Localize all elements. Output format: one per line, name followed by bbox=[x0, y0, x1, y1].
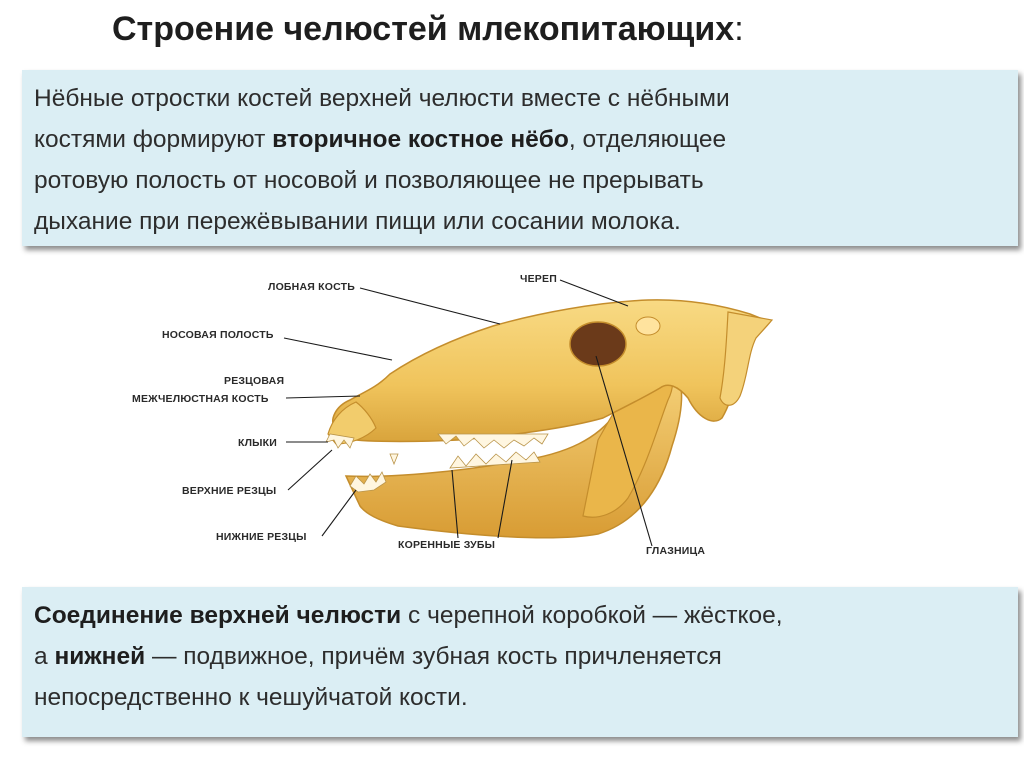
label-incisive-1: РЕЗЦОВАЯ bbox=[224, 375, 285, 387]
jaw-line-2 bbox=[34, 636, 1006, 677]
skull-diagram bbox=[128, 258, 796, 570]
label-lower-incisors: НИЖНИЕ РЕЗЦЫ bbox=[216, 531, 307, 543]
orbit-rim bbox=[636, 317, 660, 335]
jaw-line-3: непосредственно к чешуйчатой кости. bbox=[34, 684, 468, 711]
palate-info-box bbox=[22, 70, 1018, 246]
upper-molars bbox=[438, 434, 548, 448]
leader-lower-incisors bbox=[322, 490, 356, 536]
skull-illustration bbox=[128, 258, 796, 570]
label-molars: КОРЕННЫЕ ЗУБЫ bbox=[398, 539, 496, 551]
label-frontal-bone: ЛОБНАЯ КОСТЬ bbox=[268, 281, 355, 293]
palate-line-1: Нёбные отростки костей верхней челюсти вместе с нёбными bbox=[34, 85, 730, 112]
label-orbit: ГЛАЗНИЦА bbox=[646, 545, 706, 557]
skull-shape bbox=[333, 300, 770, 442]
jaw-line-2-start: а bbox=[34, 643, 55, 670]
jaw-connection-box bbox=[22, 587, 1018, 737]
title-colon: : bbox=[734, 10, 744, 48]
secondary-palate-term: вторичное костное нёбо bbox=[272, 126, 569, 153]
canine-shape bbox=[390, 454, 398, 464]
palate-line-2-end: , отделяющее bbox=[568, 126, 727, 153]
palate-line-2-start: костями формируют bbox=[34, 126, 273, 153]
palate-line-2 bbox=[34, 119, 1006, 160]
orbit-shape bbox=[570, 322, 626, 366]
leader-upper-incisors bbox=[288, 450, 332, 490]
leader-skull bbox=[560, 280, 628, 306]
palate-line-4: дыхание при пережёвывании пищи или сосании молока. bbox=[34, 208, 681, 235]
skull-crest bbox=[720, 312, 772, 405]
title-text: Строение челюстей млекопитающих bbox=[112, 10, 735, 48]
leader-frontal-bone bbox=[360, 288, 500, 324]
label-skull: ЧЕРЕП bbox=[520, 273, 557, 285]
leader-incisive bbox=[286, 396, 360, 398]
jaw-line-1-end: с черепной коробкой — жёсткое, bbox=[401, 602, 783, 629]
slide-title bbox=[112, 10, 744, 49]
label-canines: КЛЫКИ bbox=[238, 437, 278, 449]
leader-nasal-cavity bbox=[284, 338, 392, 360]
lower-jaw-term: нижней bbox=[54, 643, 146, 670]
palate-line-3: ротовую полость от носовой и позволяющее не прерывать bbox=[34, 167, 704, 194]
jaw-line-2-end: — подвижное, причём зубная кость причленяется bbox=[145, 643, 722, 670]
label-incisive-2: МЕЖЧЕЛЮСТНАЯ КОСТЬ bbox=[132, 393, 269, 405]
label-nasal-cavity: НОСОВАЯ ПОЛОСТЬ bbox=[162, 329, 274, 341]
label-upper-incisors: ВЕРХНИЕ РЕЗЦЫ bbox=[182, 485, 277, 497]
jaw-line-1 bbox=[34, 595, 1006, 636]
upper-jaw-term: Соединение верхней челюсти bbox=[34, 602, 402, 629]
